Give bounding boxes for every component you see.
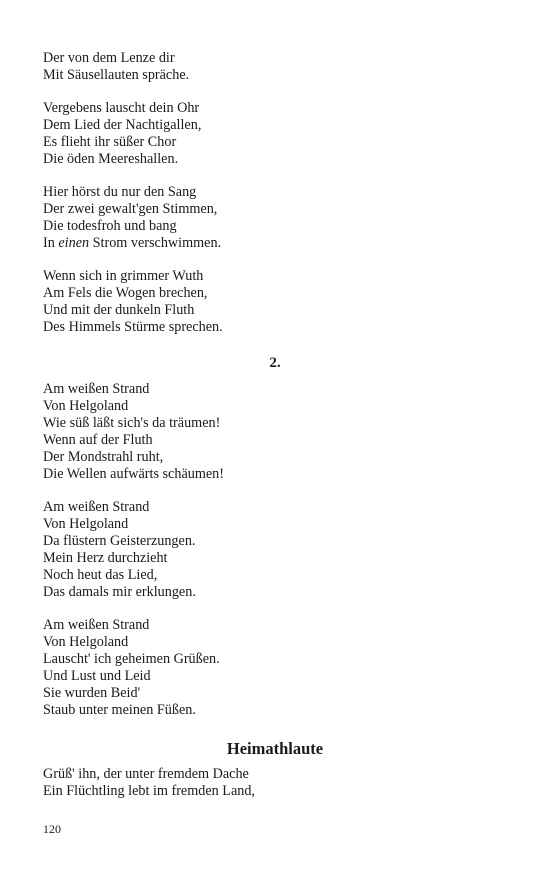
verse-line: Mein Herz durchzieht [43,550,168,566]
page-number: 120 [43,822,61,836]
verse-segment: Strom verschwimmen. [89,235,222,251]
stanza [43,184,507,252]
verse-line: Die Wellen aufwärts schäumen! [43,466,224,482]
verse-line: Der Mondstrahl ruht, [43,449,164,465]
verse-line: Vergebens lauscht dein Ohr [43,100,200,116]
verse-line: Von Helgoland [43,634,129,650]
verse-line: Am weißen Strand [43,617,150,633]
stanza [43,499,507,601]
verse-line: Staub unter meinen Füßen. [43,702,196,718]
verse-line: Wenn auf der Fluth [43,432,153,448]
verse-line: Der von dem Lenze dir [43,50,175,66]
verse-line: Die todesfroh und bang [43,218,177,234]
verse-line: Von Helgoland [43,516,129,532]
verse-line: Grüß' ihn, der unter fremdem Dache [43,766,249,782]
verse-line: Das damals mir erklungen. [43,584,196,600]
verse-line: Von Helgoland [43,398,129,414]
emphasized-word: einen [58,235,90,251]
verse-line: Noch heut das Lied, [43,567,158,583]
verse-line: Des Himmels Stürme sprechen. [43,319,223,335]
verse-line: Lauscht' ich geheimen Grüßen. [43,651,220,667]
verse-line: Hier hörst du nur den Sang [43,184,197,200]
verse-line: Die öden Meereshallen. [43,151,179,167]
stanza [43,617,507,719]
stanza [43,50,507,84]
stanza [43,268,507,336]
verse-line: Ein Flüchtling lebt im fremden Land, [43,783,255,799]
verse-segment: In [43,235,59,251]
verse-line: Dem Lied der Nachtigallen, [43,117,202,133]
section-number: 2. [269,355,281,371]
verse-line: Am weißen Strand [43,499,150,515]
verse-line: Wie süß läßt sich's da träumen! [43,415,221,431]
verse-line: Und Lust und Leid [43,668,151,684]
verse-line-emphasis [43,235,507,252]
verse-line: Es flieht ihr süßer Chor [43,134,177,150]
stanza [43,381,507,483]
verse-line: Mit Säusellauten spräche. [43,67,190,83]
verse-line: Am weißen Strand [43,381,150,397]
stanza [43,766,507,800]
verse-line: Da flüstern Geisterzungen. [43,533,196,549]
poem-title: Heimathlaute [226,739,324,758]
verse-line: Wenn sich in grimmer Wuth [43,268,204,284]
verse-line: Sie wurden Beid' [43,685,141,701]
stanza [43,100,507,168]
verse-line: Und mit der dunkeln Fluth [43,302,195,318]
verse-line: Am Fels die Wogen brechen, [43,285,208,301]
page-text [43,50,507,816]
verse-line: Der zwei gewalt'gen Stimmen, [43,201,218,217]
